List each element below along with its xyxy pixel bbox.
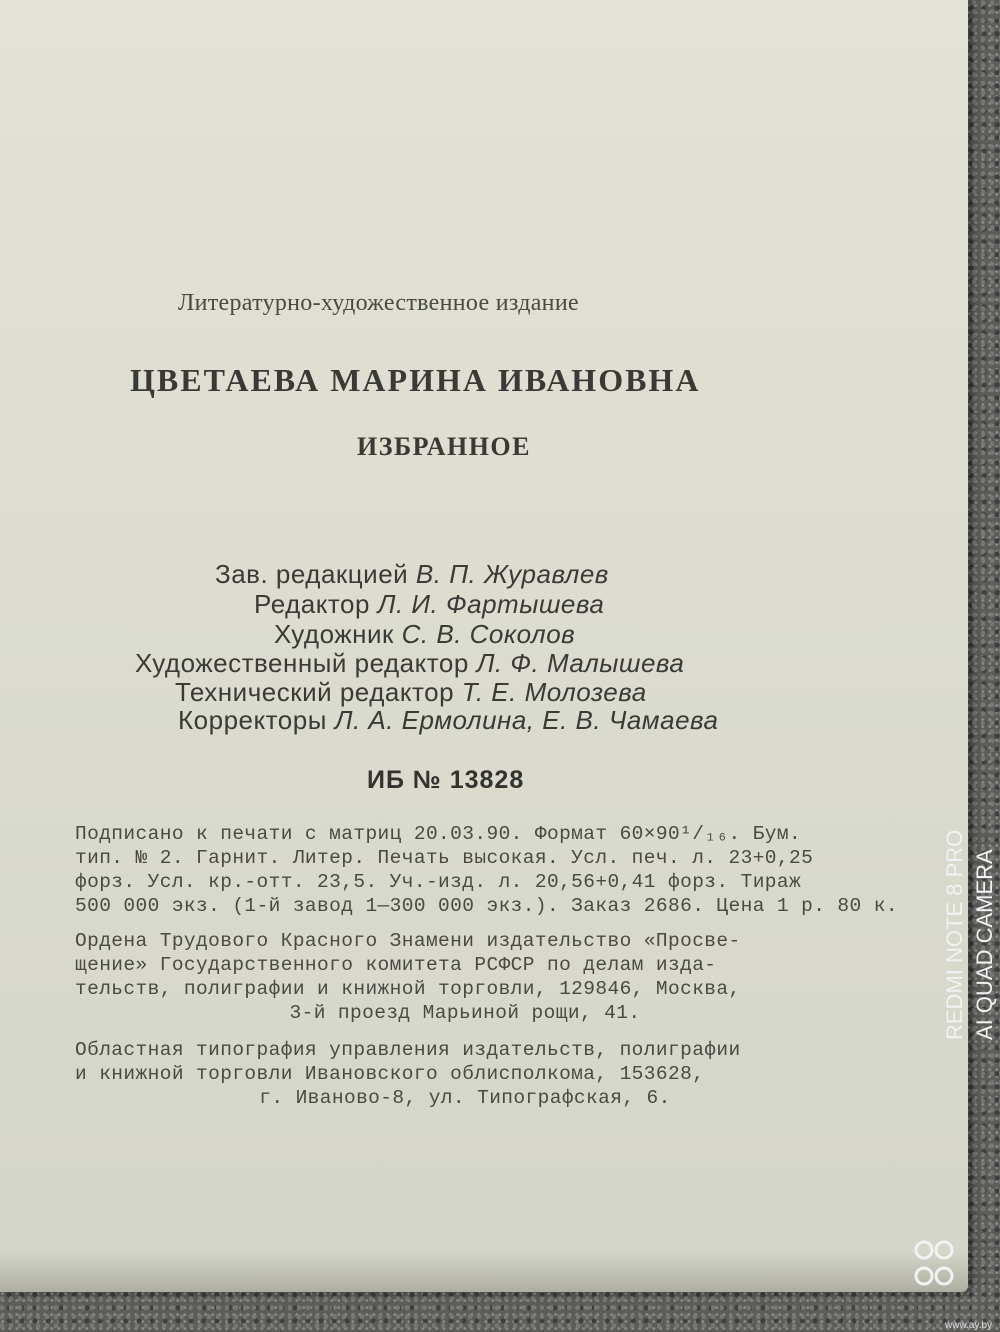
publisher-info-line: щение» Государственного комитета РСФСР по делам изда- (75, 954, 717, 976)
credit-role: Художественный редактор (135, 648, 469, 678)
camera-logo-icon (912, 1236, 958, 1296)
credit-role: Художник (274, 619, 394, 649)
publisher-info (75, 929, 855, 1025)
credit-name: В. П. Журавлев (415, 559, 609, 589)
credit-name: Л. Ф. Малышева (476, 648, 685, 678)
printer-info-line: Областная типография управления издательств, полиграфии (75, 1039, 741, 1061)
print-info-line: Подписано к печати с матриц 20.03.90. Формат 60×90¹/₁₆. Бум. (75, 823, 802, 845)
printer-info-line: г. Иваново-8, ул. Типографская, 6. (259, 1087, 671, 1109)
print-info (75, 822, 898, 918)
ib-number: ИБ № 13828 (367, 766, 525, 794)
credit-line (178, 705, 719, 736)
publisher-info-line: Ордена Трудового Красного Знамени издательство «Просве- (75, 930, 741, 952)
credit-line (254, 589, 604, 620)
credit-line (215, 559, 609, 590)
book-title: ИЗБРАННОЕ (357, 432, 531, 461)
print-info-line: 500 000 экз. (1-й завод 1—300 000 экз.). Заказ 2686. Цена 1 р. 80 к. (75, 895, 898, 917)
watermark-line-model: REDMI NOTE 8 PRO (942, 829, 967, 1040)
publisher-info-line: тельств, полиграфии и книжной торговли, 129846, Москва, (75, 978, 741, 1000)
print-info-line: форз. Усл. кр.-отт. 23,5. Уч.-изд. л. 20,56+0,41 форз. Тираж (75, 871, 802, 893)
credit-line (135, 648, 684, 679)
watermark-line-camera: AI QUAD CAMERA (972, 849, 997, 1040)
credit-role: Редактор (254, 589, 370, 619)
author-name: ЦВЕТАЕВА МАРИНА ИВАНОВНА (130, 362, 701, 398)
credit-role: Зав. редакцией (215, 559, 409, 589)
printer-info (75, 1038, 855, 1110)
credit-name: Т. Е. Молозева (461, 677, 647, 707)
credit-line (274, 619, 575, 650)
credit-name: Л. И. Фартышева (377, 589, 605, 619)
credit-name: Л. А. Ермолина, Е. В. Чамаева (334, 705, 719, 735)
credit-role: Технический редактор (175, 677, 455, 707)
printer-info-line: и книжной торговли Ивановского облисполкома, 153628, (75, 1063, 705, 1085)
edition-type: Литературно-художественное издание (178, 290, 579, 316)
publisher-info-line: 3-й проезд Марьиной рощи, 41. (289, 1002, 641, 1024)
print-info-line: тип. № 2. Гарнит. Литер. Печать высокая. Усл. печ. л. 23+0,25 (75, 847, 814, 869)
credit-name: С. В. Соколов (401, 619, 576, 649)
site-watermark: www.ay.by (945, 1320, 993, 1331)
credit-line (175, 677, 647, 708)
credit-role: Корректоры (178, 705, 327, 735)
